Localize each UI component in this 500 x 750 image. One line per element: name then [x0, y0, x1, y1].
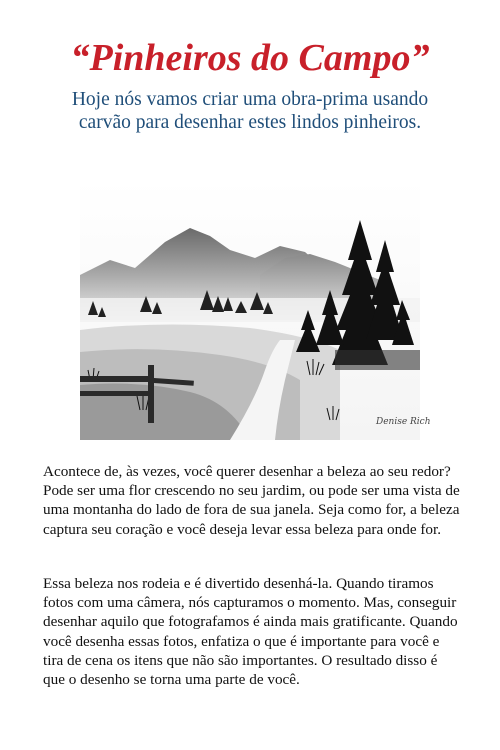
- page-subtitle: Hoje nós vamos criar uma obra-prima usando carvão para desenhar estes lindos pinheiros.: [71, 89, 429, 133]
- body-paragraph-2: Essa beleza nos rodeia e é divertido desenhá-la. Quando tiramos fotos com uma câmera, nós capturamos o momento. Mas, conseguir desenhar aquilo que fotografamos é ainda mais gratificante. Quando você desenha essas fotos, enfatiza o que é importante para você e tira de cena os itens que não são importantes. O resultado disso é que o desenho se torna uma parte de você.: [43, 575, 458, 689]
- body-paragraph-1: Acontece de, às vezes, você querer desenhar a beleza ao seu redor? Pode ser uma flor crescendo no seu jardim, ou pode ser uma vista de uma montanha do lado de fora de sua janela. Seja como for, a beleza captura seu coração e você deseja levar essa beleza para onde for.: [43, 463, 460, 538]
- charcoal-landscape-illustration: [80, 180, 431, 440]
- artist-signature: Denise Rich: [376, 417, 431, 427]
- page-title: “Pinheiros do Campo”: [70, 37, 430, 79]
